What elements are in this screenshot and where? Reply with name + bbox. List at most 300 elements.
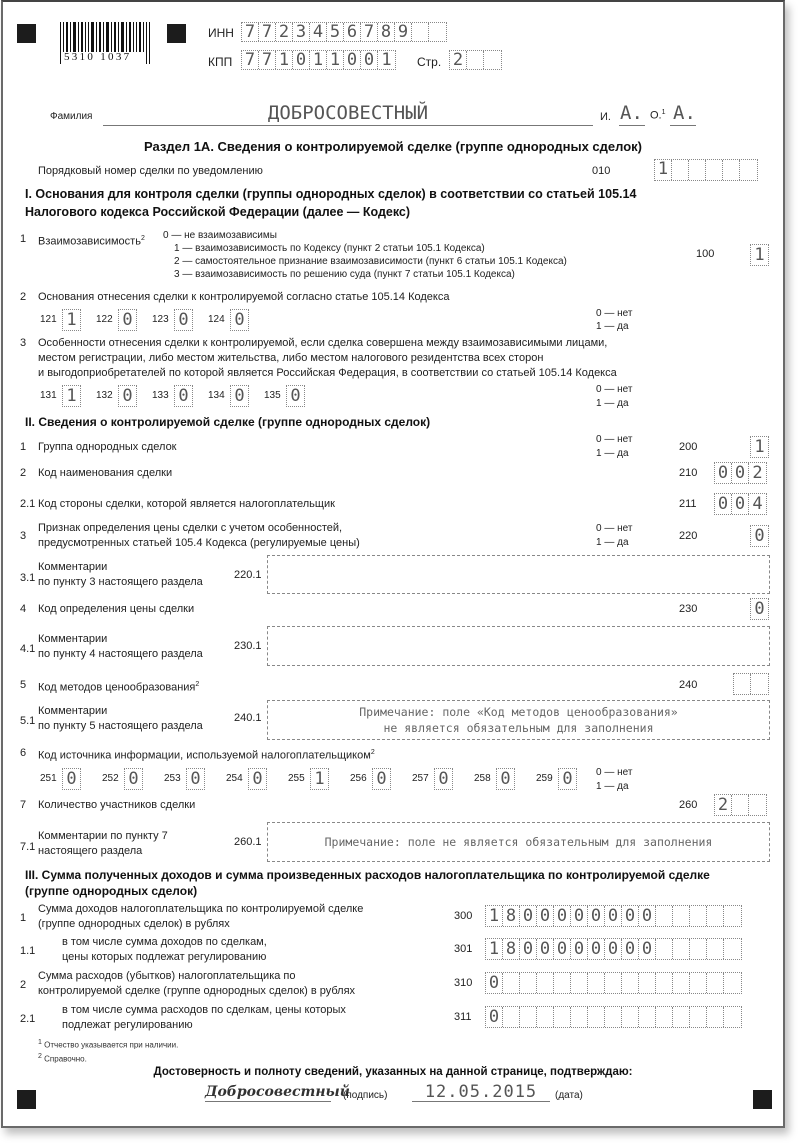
cell — [724, 1007, 741, 1027]
item3-num: 3 — [20, 337, 27, 349]
footnote-ref-2: 2 — [195, 681, 200, 688]
r51-label-line2: по пункту 5 настоящего раздела — [38, 720, 203, 732]
sum-row-num: 2 — [20, 979, 27, 991]
cell: 0 — [376, 769, 387, 789]
cell: 0 — [754, 526, 765, 546]
cell: 0 — [571, 939, 588, 959]
cell: 0 — [562, 769, 573, 789]
name-initial-value[interactable]: А. — [620, 102, 643, 124]
r71-num: 7.1 — [20, 841, 36, 853]
r1-label: Группа однородных сделок — [38, 441, 177, 453]
info-source-code: 251 — [40, 773, 57, 784]
info-source-field-258[interactable] — [496, 768, 515, 790]
cell — [639, 973, 656, 993]
cell: 0 — [234, 386, 245, 406]
cell — [656, 1007, 673, 1027]
sum-row-label-line1: Сумма расходов (убытков) налогоплательщика по — [38, 970, 296, 982]
cell — [554, 973, 571, 993]
basis-field-123[interactable] — [174, 309, 193, 331]
cell: 1 — [66, 310, 77, 330]
patronymic-initial-label — [650, 106, 666, 123]
item3-legend-yes: 1 — да — [596, 398, 629, 409]
cell — [520, 973, 537, 993]
cell: 0 — [588, 906, 605, 926]
signature-underline — [205, 1101, 331, 1102]
feature-field-135[interactable] — [286, 385, 305, 407]
cell — [520, 1007, 537, 1027]
r1-legend-no: 0 — нет — [596, 434, 633, 445]
section-title: Раздел 1А. Сведения о контролируемой сделке (группе однородных сделок) — [144, 139, 642, 154]
cell — [706, 160, 723, 180]
cell — [639, 1007, 656, 1027]
participants-count-field[interactable] — [714, 794, 767, 816]
surname-label: Фамилия — [50, 111, 93, 122]
cell: 2 — [450, 51, 467, 69]
cell: 0 — [715, 494, 732, 514]
cell — [467, 51, 484, 69]
signature-label: (подпись) — [343, 1090, 388, 1101]
r2-code: 210 — [679, 467, 698, 479]
r3-legend-yes: 1 — да — [596, 537, 629, 548]
sum-field-311[interactable] — [485, 1006, 742, 1028]
feature-code: 133 — [152, 390, 169, 401]
info-source-code: 256 — [350, 773, 367, 784]
cell — [605, 1007, 622, 1027]
cell: 1 — [486, 939, 503, 959]
page-label: Стр. — [417, 55, 442, 69]
r41-num: 4.1 — [20, 643, 36, 655]
item3-legend-no: 0 — нет — [596, 384, 633, 395]
r41-code: 230.1 — [234, 640, 262, 652]
interdependence-field[interactable] — [750, 244, 769, 266]
cell — [690, 906, 707, 926]
sum-row-label-line2: подлежат регулированию — [62, 1019, 193, 1031]
cell — [734, 674, 751, 694]
cell: 7 — [242, 23, 259, 41]
footnote-ref-2: 2 — [140, 235, 145, 242]
sum-row-code: 300 — [454, 910, 473, 922]
name-initial-label: И. — [600, 111, 611, 123]
info-source-field-254[interactable] — [248, 768, 267, 790]
sum-row-label-line1: Сумма доходов налогоплательщика по контролируемой сделке — [38, 903, 364, 915]
cell: 0 — [622, 906, 639, 926]
cell: 0 — [178, 386, 189, 406]
cell: 1 — [327, 51, 344, 69]
feature-field-134[interactable] — [230, 385, 249, 407]
patronymic-label-text: О. — [650, 109, 662, 122]
cell: 0 — [622, 939, 639, 959]
corner-marker-bottom-right — [753, 1090, 772, 1109]
feature-field-132[interactable] — [118, 385, 137, 407]
comment-230-1-field[interactable] — [267, 626, 770, 666]
cell — [732, 795, 749, 815]
r71-code: 260.1 — [234, 836, 262, 848]
r6-legend-no: 0 — нет — [596, 767, 633, 778]
item2-legend-no: 0 — нет — [596, 308, 633, 319]
cell: 7 — [259, 51, 276, 69]
patronymic-initial-value[interactable]: А. — [673, 102, 696, 124]
cell: 0 — [66, 769, 77, 789]
sum-row-label-line2: (группе однородных сделок) в рублях — [38, 918, 230, 930]
cell: 1 — [276, 51, 293, 69]
info-source-code: 257 — [412, 773, 429, 784]
r3-legend-no: 0 — нет — [596, 523, 633, 534]
info-source-code: 259 — [536, 773, 553, 784]
part1-title-line2: Налогового кодекса Российской Федерации (далее — Кодекс) — [25, 205, 411, 219]
item1-option-3: 3 — взаимозависимость по решению суда (пункт 7 статьи 105.1 Кодекса) — [174, 269, 515, 280]
corner-marker-top-mid — [167, 24, 186, 43]
r71-label-line2: настоящего раздела — [38, 845, 143, 857]
sum-row-num: 1.1 — [20, 945, 36, 957]
sum-row-label-line2: цены которых подлежат регулированию — [62, 951, 267, 963]
date-label: (дата) — [555, 1090, 583, 1101]
cell: 8 — [503, 939, 520, 959]
sum-row-code: 301 — [454, 943, 473, 955]
r1-code: 200 — [679, 441, 698, 453]
cell — [707, 939, 724, 959]
cell — [412, 23, 429, 41]
cell — [707, 973, 724, 993]
cell: 1 — [314, 769, 325, 789]
item3-label-line2: местом регистрации, либо местом жительства, либо местом налогового резидентства всех сторон — [38, 352, 544, 364]
comment-220-1-field[interactable] — [267, 555, 770, 594]
cell — [503, 1007, 520, 1027]
cell — [673, 939, 690, 959]
kpp-field[interactable] — [241, 50, 396, 70]
cell: 0 — [605, 906, 622, 926]
footnote-2-text: Справочно. — [44, 1054, 87, 1064]
cell: 1 — [66, 386, 77, 406]
r7-num: 7 — [20, 799, 27, 811]
cell — [723, 160, 740, 180]
item3-label-line1: Особенности отнесения сделки к контролируемой, если сделка совершена между взаимозависимыми лицами, — [38, 337, 608, 349]
cell: 0 — [500, 769, 511, 789]
r5-label — [38, 678, 199, 695]
r3-label-line2: предусмотренных статьей 105.4 Кодекса (регулируемые цены) — [38, 537, 360, 549]
price-method-code-field[interactable] — [750, 598, 769, 620]
cell: 0 — [438, 769, 449, 789]
patronymic-initial-underline — [670, 125, 696, 126]
footnote-1-text: Отчество указывается при наличии. — [44, 1040, 179, 1050]
r21-code: 211 — [679, 498, 697, 510]
cell — [571, 1007, 588, 1027]
cell — [588, 1007, 605, 1027]
cell — [429, 23, 446, 41]
cell — [724, 973, 741, 993]
r7-code: 260 — [679, 799, 698, 811]
surname-underline — [103, 125, 593, 126]
cell: 0 — [190, 769, 201, 789]
cell — [656, 973, 673, 993]
basis-field-122[interactable] — [118, 309, 137, 331]
item1-label — [38, 232, 145, 249]
cell: 0 — [293, 51, 310, 69]
item2-num: 2 — [20, 291, 27, 303]
info-source-field-253[interactable] — [186, 768, 205, 790]
comment-text-line1: Примечание: поле «Код методов ценообразования» — [359, 705, 678, 719]
feature-field-131[interactable] — [62, 385, 81, 407]
basis-code: 121 — [40, 314, 57, 325]
feature-code: 132 — [96, 390, 113, 401]
cell — [707, 906, 724, 926]
sum-field-300[interactable] — [485, 905, 742, 927]
cell: 0 — [554, 939, 571, 959]
r31-label-line2: по пункту 3 настоящего раздела — [38, 576, 203, 588]
feature-field-133[interactable] — [174, 385, 193, 407]
item2-label: Основания отнесения сделки к контролируемой согласно статье 105.14 Кодекса — [38, 291, 450, 303]
r71-label-line1: Комментарии по пункту 7 — [38, 830, 168, 842]
item1-option-1: 1 — взаимозависимость по Кодексу (пункт 2 статьи 105.1 Кодекса) — [174, 243, 485, 254]
cell: 0 — [361, 51, 378, 69]
comment-text-line2: не является обязательным для заполнения — [383, 721, 654, 735]
cell — [673, 1007, 690, 1027]
item1-option-0: 0 — не взаимозависимы — [163, 230, 277, 241]
date-value[interactable]: 12.05.2015 — [424, 1082, 538, 1102]
cell: 2 — [715, 795, 732, 815]
cell — [605, 973, 622, 993]
r2-label: Код наименования сделки — [38, 467, 173, 479]
item2-legend-yes: 1 — да — [596, 321, 629, 332]
sum-row-code: 310 — [454, 977, 473, 989]
footnote-ref-1: 1 — [661, 109, 666, 116]
cell: 8 — [378, 23, 395, 41]
taxpayer-side-code-field[interactable] — [714, 493, 767, 515]
cell — [673, 906, 690, 926]
info-source-code: 253 — [164, 773, 181, 784]
cell: 0 — [588, 939, 605, 959]
page-number-field[interactable] — [449, 50, 502, 70]
item1-label-text: Взаимозависимость — [38, 235, 141, 248]
ordinal-label: Порядковый номер сделки по уведомлению — [38, 165, 263, 177]
r51-num: 5.1 — [20, 715, 36, 727]
info-source-field-259[interactable] — [558, 768, 577, 790]
comment-240-1-field[interactable] — [267, 700, 770, 740]
r3-code: 220 — [679, 530, 698, 542]
cell — [622, 973, 639, 993]
r6-label — [38, 746, 375, 763]
cell — [503, 973, 520, 993]
r6-legend-yes: 1 — да — [596, 781, 629, 792]
cell — [740, 160, 757, 180]
info-source-field-256[interactable] — [372, 768, 391, 790]
cell: 4 — [310, 23, 327, 41]
cell — [690, 973, 707, 993]
cell: 0 — [290, 386, 301, 406]
cell — [724, 939, 741, 959]
inn-field[interactable] — [241, 22, 447, 42]
footnote-1-mark: 1 — [38, 1039, 42, 1046]
cell: 0 — [605, 939, 622, 959]
r31-code: 220.1 — [234, 569, 262, 581]
footnote-ref-2: 2 — [370, 749, 375, 756]
info-source-field-252[interactable] — [124, 768, 143, 790]
cell: 0 — [571, 906, 588, 926]
r51-code: 240.1 — [234, 712, 262, 724]
cell: 1 — [310, 51, 327, 69]
cell — [537, 973, 554, 993]
basis-code: 124 — [208, 314, 225, 325]
cell — [689, 160, 706, 180]
cell: 2 — [752, 463, 763, 483]
part3-title-line2: (группе однородных сделок) — [25, 884, 198, 898]
basis-field-121[interactable] — [62, 309, 81, 331]
sum-row-code: 311 — [454, 1011, 472, 1023]
cell: 0 — [715, 463, 732, 483]
signature[interactable]: Добросовестный — [205, 1084, 350, 1100]
item3-label-line3: и выгодоприобретателей по которой является Российская Федерация, в соответствии со статьей 105.14 Кодекса — [38, 367, 617, 379]
info-source-field-257[interactable] — [434, 768, 453, 790]
cell — [656, 906, 673, 926]
corner-marker-bottom-left — [17, 1090, 36, 1109]
r4-num: 4 — [20, 603, 27, 615]
cell: 7 — [242, 51, 259, 69]
comment-260-1-field[interactable] — [267, 822, 770, 862]
cell: 3 — [293, 23, 310, 41]
cell — [690, 1007, 707, 1027]
cell — [672, 160, 689, 180]
r5-code: 240 — [679, 679, 698, 691]
r31-num: 3.1 — [20, 572, 36, 584]
basis-field-124[interactable] — [230, 309, 249, 331]
corner-marker-top-left — [17, 24, 36, 43]
basis-code: 123 — [152, 314, 169, 325]
cell: 0 — [754, 599, 765, 619]
cell: 0 — [554, 906, 571, 926]
r5-label-text: Код методов ценообразования — [38, 681, 196, 694]
cell — [690, 939, 707, 959]
cell: 9 — [395, 23, 412, 41]
item1-num: 1 — [20, 233, 27, 245]
r2-num: 2 — [20, 467, 27, 479]
barcode — [60, 22, 152, 64]
cell: 1 — [754, 245, 765, 265]
pricing-methods-code-field[interactable] — [733, 673, 769, 695]
ordinal-code: 010 — [592, 165, 611, 177]
cell: 5 — [327, 23, 344, 41]
item1-code: 100 — [696, 248, 715, 260]
footnote-2-mark: 2 — [38, 1053, 42, 1060]
cell — [571, 973, 588, 993]
comment-text: Примечание: поле не является обязательным для заполнения — [324, 835, 713, 849]
cell: 0 — [122, 310, 133, 330]
sum-row-label-line1: в том числе сумма расходов по сделкам, цены которых — [62, 1004, 346, 1016]
cell: 4 — [752, 494, 763, 514]
name-initial-underline — [619, 125, 645, 126]
sum-field-301[interactable] — [485, 938, 742, 960]
info-source-code: 254 — [226, 773, 243, 784]
cell — [554, 1007, 571, 1027]
r1-num: 1 — [20, 441, 27, 453]
part1-title-line1: I. Основания для контроля сделки (группы однородных сделок) в соответствии со статьей 105.14 — [25, 187, 637, 201]
sum-field-310[interactable] — [485, 972, 742, 994]
r1-legend-yes: 1 — да — [596, 448, 629, 459]
cell: 0 — [732, 463, 749, 483]
cell: 1 — [754, 437, 765, 457]
r6-num: 6 — [20, 747, 27, 759]
inn-label: ИНН — [208, 26, 234, 40]
confirmation-text: Достоверность и полноту сведений, указанных на данной странице, подтверждаю: — [153, 1066, 633, 1078]
deal-name-code-field[interactable] — [714, 462, 767, 484]
cell: 0 — [520, 939, 537, 959]
cell — [751, 674, 768, 694]
cell: 7 — [361, 23, 378, 41]
cell — [724, 906, 741, 926]
r41-label-line1: Комментарии — [38, 633, 108, 645]
cell: 1 — [381, 50, 392, 70]
sum-row-label-line2: контролируемой сделке (группе однородных сделок) в рублях — [38, 985, 356, 997]
surname-value[interactable]: ДОБРОСОВЕСТНЫЙ — [267, 102, 429, 124]
info-source-code: 255 — [288, 773, 305, 784]
regulated-price-field[interactable] — [750, 525, 769, 547]
feature-code: 131 — [40, 390, 57, 401]
cell: 0 — [639, 906, 656, 926]
cell: 0 — [520, 906, 537, 926]
cell: 0 — [537, 939, 554, 959]
r21-label: Код стороны сделки, которой является налогоплательщик — [38, 498, 335, 510]
sum-row-num: 2.1 — [20, 1013, 36, 1025]
cell: 0 — [732, 494, 749, 514]
homogeneous-group-field[interactable] — [750, 436, 769, 458]
sum-row-label-line1: в том числе сумма доходов по сделкам, — [62, 936, 267, 948]
cell: 0 — [344, 51, 361, 69]
r21-num: 2.1 — [20, 498, 36, 510]
cell: 8 — [503, 906, 520, 926]
r5-num: 5 — [20, 679, 27, 691]
cell — [537, 1007, 554, 1027]
footnote-2 — [38, 1050, 87, 1067]
barcode-number: 5310 1037 — [64, 51, 132, 63]
r41-label-line2: по пункту 4 настоящего раздела — [38, 648, 203, 660]
r4-code: 230 — [679, 603, 698, 615]
cell — [588, 973, 605, 993]
info-source-code: 258 — [474, 773, 491, 784]
cell: 0 — [252, 769, 263, 789]
r3-label-line1: Признак определения цены сделки с учетом особенностей, — [38, 522, 343, 534]
cell: 7 — [259, 23, 276, 41]
r31-label-line1: Комментарии — [38, 561, 108, 573]
cell: 0 — [486, 1007, 503, 1027]
cell: 0 — [234, 310, 245, 330]
cell: 1 — [655, 160, 672, 180]
cell — [656, 939, 673, 959]
cell: 6 — [344, 23, 361, 41]
feature-code: 134 — [208, 390, 225, 401]
info-source-field-251[interactable] — [62, 768, 81, 790]
cell: 2 — [276, 23, 293, 41]
basis-code: 122 — [96, 314, 113, 325]
r4-label: Код определения цены сделки — [38, 603, 195, 615]
info-source-field-255[interactable] — [310, 768, 329, 790]
cell: 0 — [486, 973, 503, 993]
cell: 0 — [639, 939, 656, 959]
r6-label-text: Код источника информации, используемой налогоплательщиком — [38, 749, 371, 762]
cell — [707, 1007, 724, 1027]
cell: 0 — [122, 386, 133, 406]
item1-option-2: 2 — самостоятельное признание взаимозависимости (пункт 6 статьи 105.1 Кодекса) — [174, 256, 567, 267]
cell — [622, 1007, 639, 1027]
cell: 0 — [128, 769, 139, 789]
ordinal-field[interactable] — [654, 159, 758, 181]
r3-num: 3 — [20, 530, 27, 542]
cell: 0 — [178, 310, 189, 330]
cell — [484, 51, 501, 69]
cell: 1 — [486, 906, 503, 926]
part3-title-line1: III. Сумма полученных доходов и сумма произведенных расходов налогоплательщика по контролируемой сделке — [25, 868, 710, 882]
cell — [673, 973, 690, 993]
cell — [749, 795, 766, 815]
info-source-code: 252 — [102, 773, 119, 784]
r51-label-line1: Комментарии — [38, 705, 108, 717]
